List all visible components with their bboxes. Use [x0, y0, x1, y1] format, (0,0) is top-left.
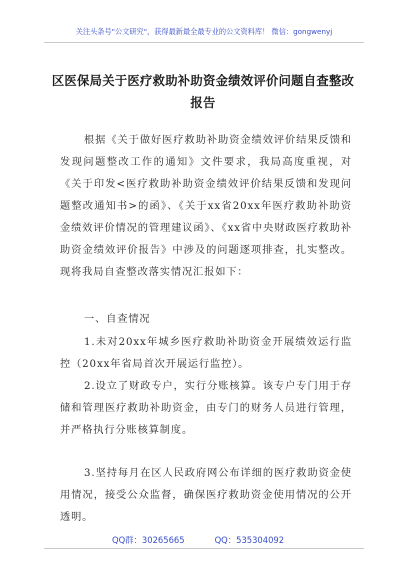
header-divider [44, 42, 364, 43]
footer-qq: QQ：535304092 [214, 535, 285, 545]
footer-contacts [112, 534, 352, 546]
header-promo-note: 关注头条号"公文研究"，获得最新最全最专业的公文资料库！ 微信：gongwenyj [75, 27, 333, 36]
document-title: 区医保局关于医疗救助补助资金绩效评价问题自查整改报告 [51, 74, 355, 110]
footer-divider [44, 548, 364, 549]
section-heading: 一、自查情况 [84, 314, 151, 325]
list-item: 1.未对20xx年城乡医疗救助补助资金开展绩效运行监控（20xx年省局首次开展运行监控）。 [60, 337, 352, 370]
intro-paragraph: 根据《关于做好医疗救助补助资金绩效评价结果反馈和发现问题整改工作的通知》文件要求，我局高度重视，对《关于印发<医疗救助补助资金绩效评价结果反馈和发现问题整改通知书>的函》、《关于xx省20xx年医疗救助补助资金绩效评价情况的管理建议函》、《xx省中央财政医疗救助补助资金绩效评价报告》中涉及的问题逐项排查，扎实整改。现将我局自查整改落实情况汇报如下： [60, 135, 352, 278]
list-item: 2.设立了财政专户，实行分账核算。该专户专门用于存储和管理医疗救助补助资金，由专门的财务人员进行管理，并严格执行分账核算制度。 [60, 381, 352, 436]
footer-qq-group: QQ群：30265665 [112, 535, 185, 545]
list-item: 3.坚持每月在区人民政府网公布详细的医疗救助资金使用情况，接受公众监督，确保医疗救助资金使用情况的公开透明。 [60, 468, 352, 523]
